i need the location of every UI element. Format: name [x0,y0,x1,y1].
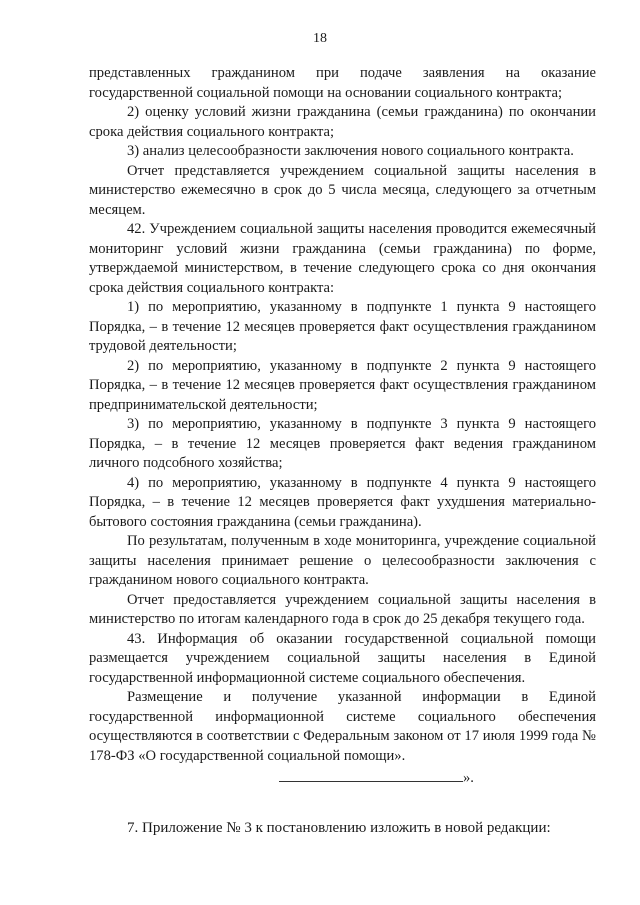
paragraph-clause-42: 42. Учреждением социальной защиты населения проводится ежемесячный мониторинг условий жизни гражданина (семьи гражданина) по форме, утверждаемой министерством, в течение следующего срока со дня окончания срока действия социального контракта: [89,221,596,296]
closing-quote-mark: ». [463,770,474,786]
paragraph-monitoring-result: По результатам, полученным в ходе мониторинга, учреждение социальной защиты населения принимает решение о целесообразности заключения с гражданином нового социального контракта. [89,533,596,588]
paragraph-monthly-report: Отчет представляется учреждением социальной защиты населения в министерство ежемесячно в срок до 5 числа месяца, следующего за отчетным месяцем. [89,162,596,218]
paragraph-monitoring-4: 4) по мероприятию, указанному в подпункте 4 пункта 9 настоящего Порядка, – в течение 12 месяцев проверяется факт ухудшения материально-бытового состояния гражданина (семьи гражданина). [89,474,596,530]
paragraph-monitoring-2: 2) по мероприятию, указанному в подпункте 2 пункта 9 настоящего Порядка, – в течение 12 месяцев проверяется факт осуществления гражданином предпринимательской деятельности; [89,357,596,413]
page-number: 18 [313,31,327,46]
paragraph-clause-43: 43. Информация об оказании государственной социальной помощи размещается учреждением социальной защиты населения в Единой государственной информационной системе социального обеспечения. [89,630,596,686]
signature-rule [279,769,463,782]
paragraph-monitoring-1: 1) по мероприятию, указанному в подпункте 1 пункта 9 настоящего Порядка, – в течение 12 месяцев проверяется факт осуществления гражданином трудовой деятельности; [89,299,596,354]
paragraph-monitoring-3: 3) по мероприятию, указанному в подпункте 3 пункта 9 настоящего Порядка, – в течение 12 месяцев проверяется факт ведения гражданином личного подсобного хозяйства; [89,416,596,471]
appendix-instruction: 7. Приложение № 3 к постановлению изложить в новой редакции: [127,820,551,836]
paragraph-annual-report: Отчет предоставляется учреждением социальной защиты населения в министерство по итогам календарного года в срок до 25 декабря текущего года. [89,591,596,627]
paragraph-continuation: представленных гражданином при подаче заявления на оказание государственной социальной помощи на основании социального контракта; [89,65,596,101]
paragraph-placement: Размещение и получение указанной информации в Единой государственной информационной системе социального обеспечения осуществляются в соответствии с Федеральным законом от 17 июля 1999 года № 178-ФЗ «О государственной социальной помощи». [89,689,596,764]
paragraph-item-2: 2) оценку условий жизни гражданина (семьи гражданина) по окончании срока действия социального контракта; [89,104,596,140]
document-body [89,64,596,766]
paragraph-item-3: 3) анализ целесообразности заключения нового социального контракта. [127,143,574,159]
closing-line [279,769,479,787]
